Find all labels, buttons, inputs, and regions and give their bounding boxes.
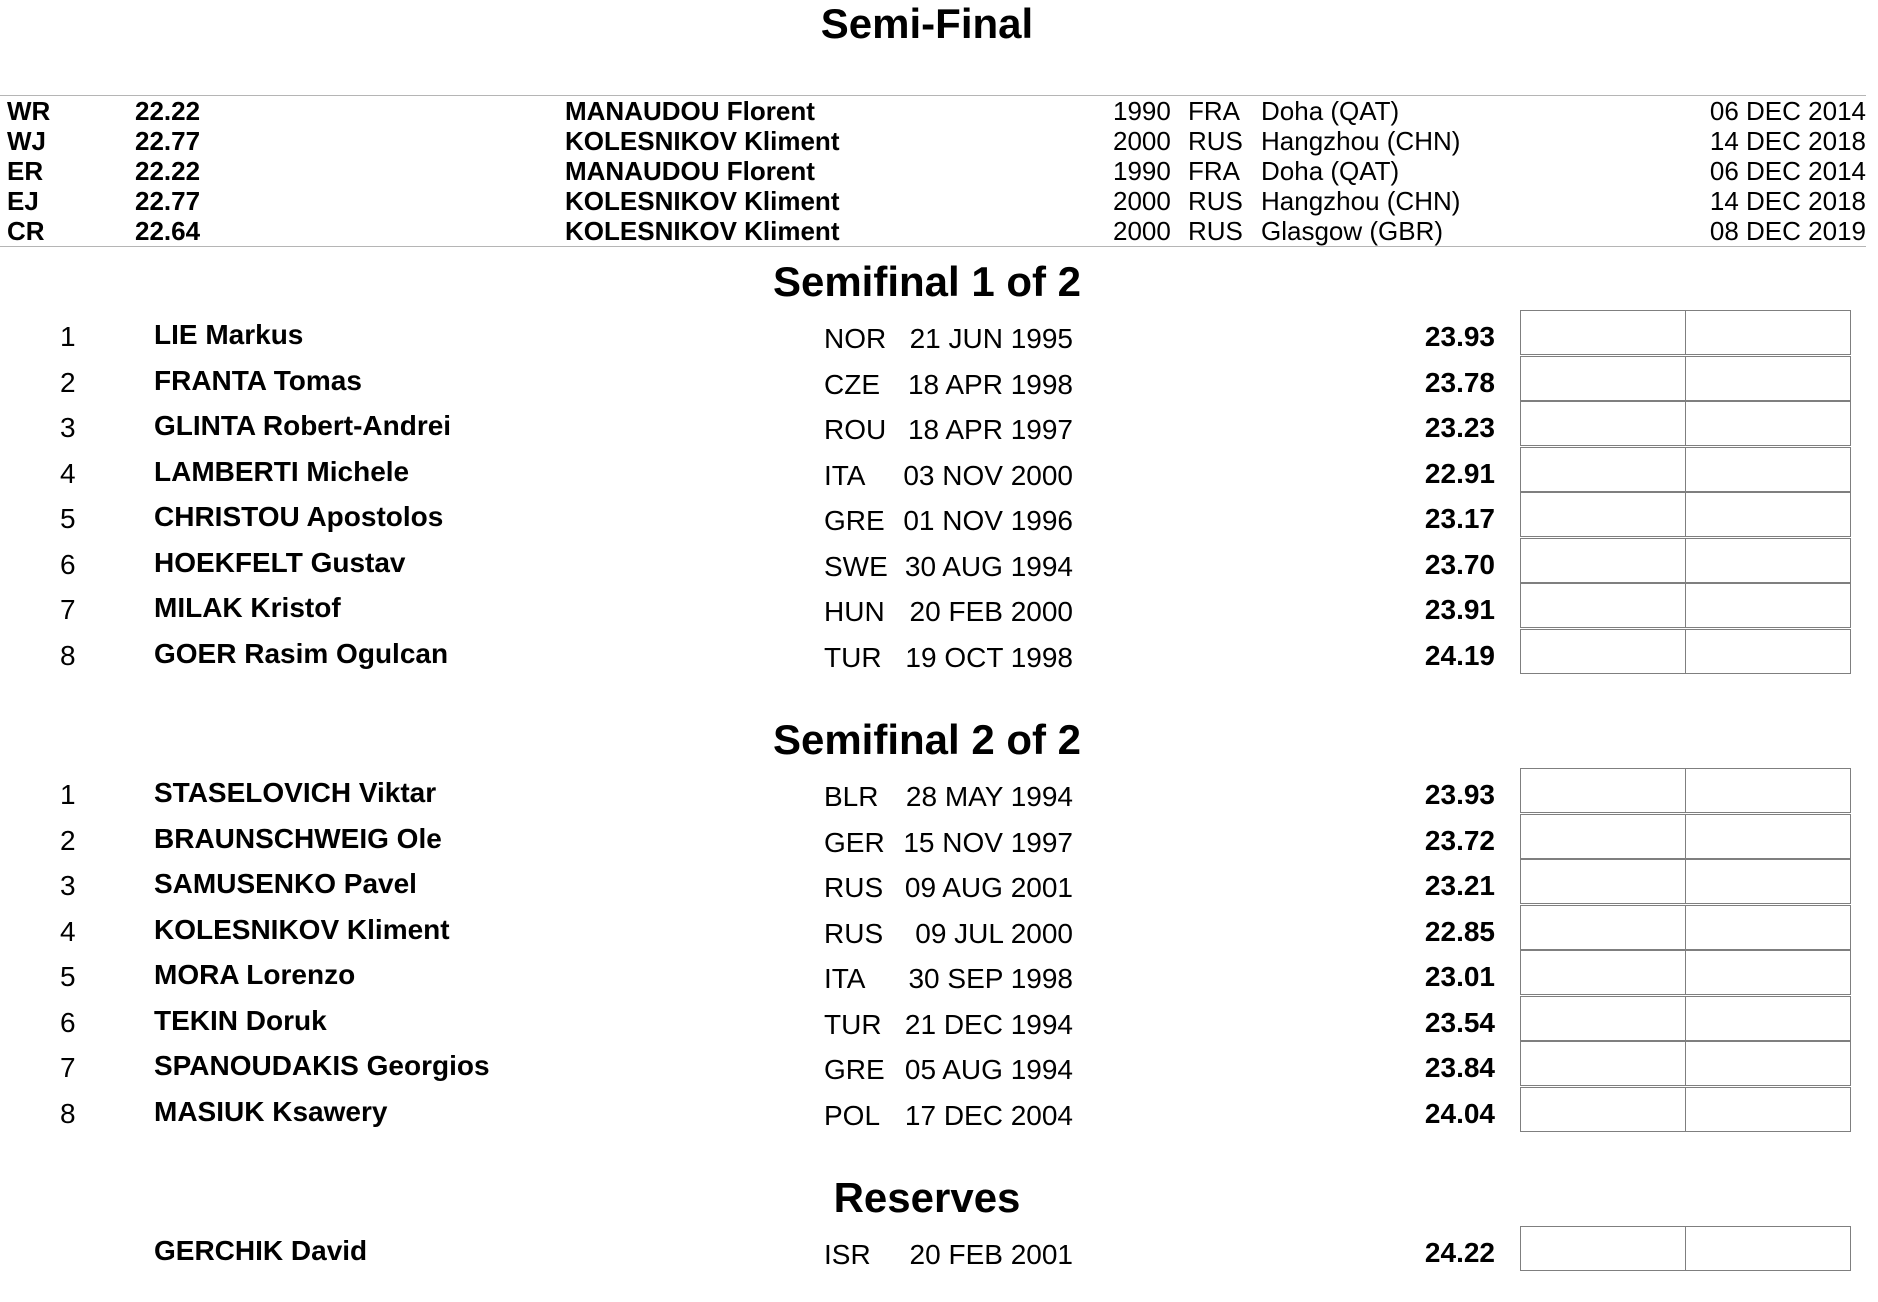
athlete-nation: GRE <box>824 505 885 536</box>
record-place: Glasgow (GBR) <box>1261 216 1444 246</box>
athlete-row <box>0 492 1866 537</box>
athlete-row <box>0 447 1866 492</box>
record-time: 22.77 <box>135 186 201 216</box>
athlete-name: LIE Markus <box>154 319 304 350</box>
entry-time: 23.17 <box>1424 503 1495 534</box>
athlete-row <box>0 905 1866 950</box>
athlete-birth-date: 20 FEB 2000 <box>909 596 1073 627</box>
record-row <box>0 96 1866 126</box>
record-holder-nation: RUS <box>1188 186 1243 216</box>
athlete-row <box>0 356 1866 401</box>
record-holder-year: 2000 <box>1113 126 1171 156</box>
athlete-birth-date: 21 DEC 1994 <box>904 1008 1073 1040</box>
lane-number: 2 <box>60 824 76 856</box>
athlete-name: HOEKFELT Gustav <box>154 546 406 578</box>
record-time: 22.77 <box>135 126 201 156</box>
result-box <box>1685 1087 1851 1132</box>
lane-number: 1 <box>60 321 76 352</box>
athlete-row <box>0 996 1866 1041</box>
athlete-nation: BLR <box>824 781 879 812</box>
result-box <box>1685 905 1851 950</box>
result-box <box>1685 356 1851 401</box>
athlete-row <box>0 768 1866 813</box>
athlete-nation: RUS <box>824 872 884 903</box>
athlete-name: FRANTA Tomas <box>154 364 362 396</box>
lane-number: 4 <box>60 457 76 489</box>
record-holder-name: KOLESNIKOV Kliment <box>565 186 840 216</box>
lane-number: 7 <box>60 1052 76 1083</box>
athlete-birth-date: 18 APR 1998 <box>907 368 1073 400</box>
result-box <box>1520 905 1686 950</box>
result-box <box>1685 447 1851 492</box>
athlete-name: SPANOUDAKIS Georgios <box>154 1050 490 1081</box>
athlete-row <box>0 814 1866 859</box>
record-place: Doha (QAT) <box>1261 96 1400 126</box>
athlete-row <box>0 583 1866 628</box>
entry-time: 23.93 <box>1424 321 1495 352</box>
athlete-nation: GER <box>824 826 885 858</box>
page-title: Semi-Final <box>820 0 1034 47</box>
athlete-birth-date: 30 AUG 1994 <box>904 550 1073 582</box>
entry-time: 24.04 <box>1424 1097 1495 1129</box>
entry-time: 23.23 <box>1424 412 1495 443</box>
athlete-name: TEKIN Doruk <box>154 1004 327 1036</box>
record-row <box>0 216 1866 246</box>
athlete-row <box>0 538 1866 583</box>
athlete-name: BRAUNSCHWEIG Ole <box>154 822 442 854</box>
athlete-name: LAMBERTI Michele <box>154 455 410 487</box>
result-box <box>1520 859 1686 904</box>
entry-time: 23.21 <box>1424 870 1495 901</box>
result-box <box>1520 356 1686 401</box>
athlete-name: GLINTA Robert-Andrei <box>154 410 452 441</box>
athlete-name: STASELOVICH Viktar <box>154 777 437 808</box>
entry-time: 23.78 <box>1424 366 1495 398</box>
record-code: EJ <box>7 186 39 216</box>
result-box <box>1520 401 1686 446</box>
result-box <box>1520 310 1686 355</box>
athlete-birth-date: 03 NOV 2000 <box>903 459 1073 491</box>
lane-number: 3 <box>60 870 76 901</box>
entry-time: 23.70 <box>1424 548 1495 580</box>
record-time: 22.22 <box>135 96 201 126</box>
record-code: ER <box>7 156 44 186</box>
athlete-name: CHRISTOU Apostolos <box>154 501 444 532</box>
record-date: 06 DEC 2014 <box>1709 96 1866 126</box>
entry-time: 23.01 <box>1424 961 1495 992</box>
record-code: CR <box>7 216 45 246</box>
athlete-nation: POL <box>824 1099 881 1131</box>
lane-number: 7 <box>60 594 76 625</box>
athlete-birth-date: 05 AUG 1994 <box>904 1054 1073 1085</box>
reserves-heading: Reserves <box>833 1174 1021 1221</box>
result-box <box>1520 768 1686 813</box>
record-holder-name: KOLESNIKOV Kliment <box>565 216 840 246</box>
athlete-birth-date: 18 APR 1997 <box>907 414 1073 445</box>
result-box <box>1520 996 1686 1041</box>
record-holder-name: KOLESNIKOV Kliment <box>565 126 840 156</box>
lane-number: 5 <box>60 961 76 992</box>
record-place: Hangzhou (CHN) <box>1261 186 1461 216</box>
result-box <box>1520 1087 1686 1132</box>
athlete-nation: ITA <box>824 963 866 994</box>
athlete-birth-date: 01 NOV 1996 <box>903 505 1073 536</box>
record-place: Hangzhou (CHN) <box>1261 126 1461 156</box>
record-time: 22.22 <box>135 156 201 186</box>
result-box <box>1685 996 1851 1041</box>
result-box <box>1685 538 1851 583</box>
entry-time: 23.72 <box>1424 824 1495 856</box>
athlete-nation: ROU <box>824 414 887 445</box>
record-row <box>0 126 1866 156</box>
lane-number: 1 <box>60 779 76 810</box>
athlete-name: MORA Lorenzo <box>154 959 356 990</box>
athlete-birth-date: 30 SEP 1998 <box>908 963 1073 994</box>
record-date: 14 DEC 2018 <box>1709 186 1866 216</box>
record-date: 06 DEC 2014 <box>1709 156 1866 186</box>
athlete-nation: SWE <box>824 550 888 582</box>
athlete-nation: ITA <box>824 459 866 491</box>
athlete-name: MASIUK Ksawery <box>154 1095 388 1127</box>
entry-time: 23.91 <box>1424 594 1495 625</box>
athlete-row <box>0 401 1866 446</box>
record-holder-name: MANAUDOU Florent <box>565 156 815 186</box>
semifinal-2-heading: Semifinal 2 of 2 <box>772 716 1082 763</box>
athlete-birth-date: 15 NOV 1997 <box>903 826 1073 858</box>
record-code: WJ <box>7 126 46 156</box>
entry-time: 22.91 <box>1424 457 1495 489</box>
entry-time: 24.19 <box>1424 639 1495 671</box>
record-code: WR <box>7 96 51 126</box>
entry-time: 23.93 <box>1424 779 1495 810</box>
entry-time: 24.22 <box>1424 1237 1495 1268</box>
athlete-birth-date: 09 JUL 2000 <box>915 917 1073 949</box>
athlete-row <box>0 310 1866 355</box>
lane-number: 3 <box>60 412 76 443</box>
record-date: 14 DEC 2018 <box>1709 126 1866 156</box>
result-box <box>1520 950 1686 995</box>
result-box <box>1520 492 1686 537</box>
result-box <box>1520 583 1686 628</box>
lane-number: 8 <box>60 1097 76 1129</box>
athlete-row <box>0 1087 1866 1132</box>
result-box <box>1685 768 1851 813</box>
record-holder-nation: FRA <box>1188 96 1240 126</box>
athlete-birth-date: 28 MAY 1994 <box>905 781 1073 812</box>
record-row <box>0 186 1866 216</box>
athlete-row <box>0 629 1866 674</box>
lane-number: 2 <box>60 366 76 398</box>
athlete-nation: CZE <box>824 368 880 400</box>
result-box <box>1685 859 1851 904</box>
athlete-row <box>0 950 1866 995</box>
result-box <box>1685 310 1851 355</box>
record-holder-year: 2000 <box>1113 186 1171 216</box>
athlete-name: KOLESNIKOV Kliment <box>154 913 450 945</box>
athlete-nation: ISR <box>824 1239 871 1270</box>
record-time: 22.64 <box>135 216 201 246</box>
lane-number: 8 <box>60 639 76 671</box>
athlete-nation: TUR <box>824 641 882 673</box>
athlete-row <box>0 1041 1866 1086</box>
result-box <box>1520 1226 1686 1271</box>
result-box <box>1520 814 1686 859</box>
record-holder-nation: RUS <box>1188 216 1243 246</box>
semifinal-1-heading: Semifinal 1 of 2 <box>772 258 1082 305</box>
athlete-birth-date: 09 AUG 2001 <box>904 872 1073 903</box>
result-box <box>1520 447 1686 492</box>
lane-number: 6 <box>60 548 76 580</box>
athlete-birth-date: 20 FEB 2001 <box>909 1239 1073 1270</box>
result-box <box>1685 1226 1851 1271</box>
entry-time: 22.85 <box>1424 915 1495 947</box>
result-box <box>1685 401 1851 446</box>
result-box <box>1685 1041 1851 1086</box>
athlete-birth-date: 19 OCT 1998 <box>905 641 1073 673</box>
entry-time: 23.54 <box>1424 1006 1495 1038</box>
athlete-name: MILAK Kristof <box>154 592 341 623</box>
result-box <box>1685 629 1851 674</box>
athlete-birth-date: 17 DEC 2004 <box>904 1099 1073 1131</box>
athlete-nation: GRE <box>824 1054 885 1085</box>
record-holder-year: 1990 <box>1113 156 1171 186</box>
records-bottom-divider <box>0 246 1866 247</box>
athlete-nation: HUN <box>824 596 885 627</box>
result-box <box>1520 629 1686 674</box>
record-date: 08 DEC 2019 <box>1709 216 1866 246</box>
record-place: Doha (QAT) <box>1261 156 1400 186</box>
result-box <box>1685 583 1851 628</box>
result-box <box>1685 814 1851 859</box>
athlete-name: GOER Rasim Ogulcan <box>154 637 449 669</box>
result-box <box>1685 950 1851 995</box>
athlete-birth-date: 21 JUN 1995 <box>909 323 1073 354</box>
result-box <box>1520 1041 1686 1086</box>
record-holder-name: MANAUDOU Florent <box>565 96 815 126</box>
athlete-nation: TUR <box>824 1008 882 1040</box>
athlete-row <box>0 859 1866 904</box>
record-holder-year: 2000 <box>1113 216 1171 246</box>
record-holder-year: 1990 <box>1113 96 1171 126</box>
athlete-nation: NOR <box>824 323 887 354</box>
athlete-row <box>0 1226 1866 1271</box>
athlete-nation: RUS <box>824 917 884 949</box>
entry-time: 23.84 <box>1424 1052 1495 1083</box>
record-row <box>0 156 1866 186</box>
result-box <box>1685 492 1851 537</box>
athlete-name: GERCHIK David <box>154 1235 368 1266</box>
result-box <box>1520 538 1686 583</box>
record-holder-nation: RUS <box>1188 126 1243 156</box>
lane-number: 5 <box>60 503 76 534</box>
athlete-name: SAMUSENKO Pavel <box>154 868 417 899</box>
lane-number: 4 <box>60 915 76 947</box>
record-holder-nation: FRA <box>1188 156 1240 186</box>
lane-number: 6 <box>60 1006 76 1038</box>
